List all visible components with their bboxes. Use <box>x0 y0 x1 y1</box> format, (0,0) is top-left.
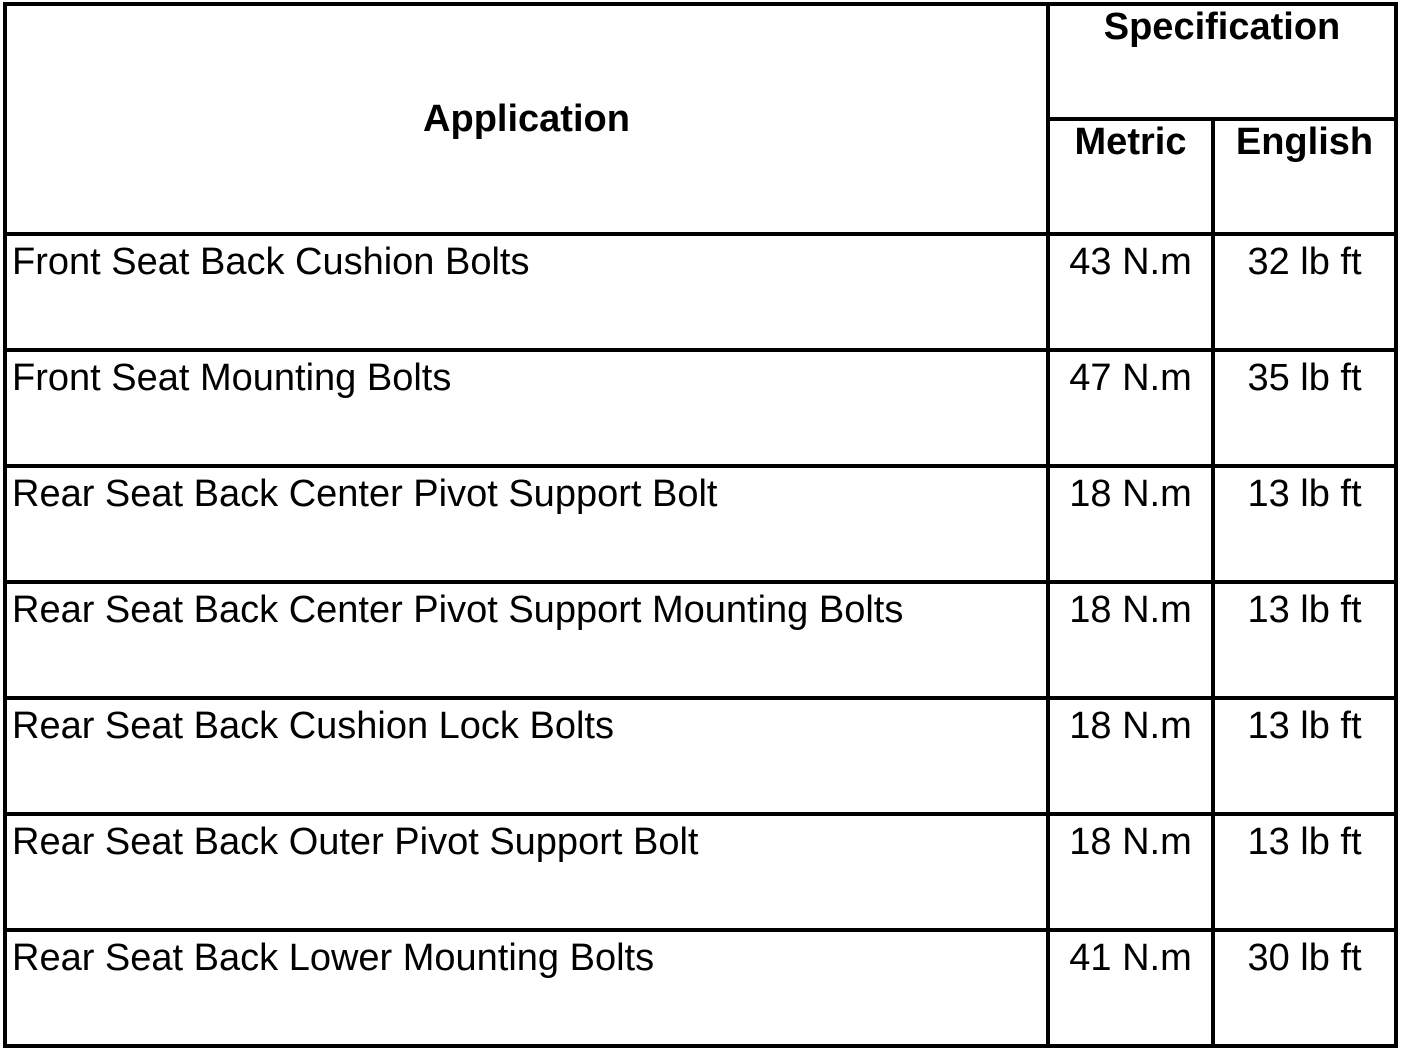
english-cell: 32 lb ft <box>1213 234 1396 350</box>
fastener-torque-table <box>3 2 1398 1048</box>
table-row <box>5 234 1396 350</box>
english-cell: 13 lb ft <box>1213 814 1396 930</box>
metric-cell: 18 N.m <box>1048 466 1213 582</box>
table-row <box>5 814 1396 930</box>
table-row <box>5 466 1396 582</box>
table-row <box>5 930 1396 1046</box>
metric-cell: 18 N.m <box>1048 698 1213 814</box>
metric-cell: 18 N.m <box>1048 814 1213 930</box>
metric-cell: 18 N.m <box>1048 582 1213 698</box>
header-english: English <box>1213 119 1396 234</box>
metric-cell: 43 N.m <box>1048 234 1213 350</box>
metric-cell: 41 N.m <box>1048 930 1213 1046</box>
application-cell: Rear Seat Back Lower Mounting Bolts <box>5 930 1048 1046</box>
table-row <box>5 350 1396 466</box>
header-metric: Metric <box>1048 119 1213 234</box>
english-cell: 35 lb ft <box>1213 350 1396 466</box>
english-cell: 13 lb ft <box>1213 582 1396 698</box>
english-cell: 13 lb ft <box>1213 698 1396 814</box>
application-cell: Rear Seat Back Cushion Lock Bolts <box>5 698 1048 814</box>
application-cell: Rear Seat Back Center Pivot Support Mounting Bolts <box>5 582 1048 698</box>
english-cell: 30 lb ft <box>1213 930 1396 1046</box>
header-specification: Specification <box>1048 4 1396 119</box>
application-cell: Front Seat Mounting Bolts <box>5 350 1048 466</box>
table-row <box>5 582 1396 698</box>
table-row <box>5 698 1396 814</box>
english-cell: 13 lb ft <box>1213 466 1396 582</box>
application-cell: Rear Seat Back Outer Pivot Support Bolt <box>5 814 1048 930</box>
metric-cell: 47 N.m <box>1048 350 1213 466</box>
header-application: Application <box>5 4 1048 234</box>
application-cell: Front Seat Back Cushion Bolts <box>5 234 1048 350</box>
application-cell: Rear Seat Back Center Pivot Support Bolt <box>5 466 1048 582</box>
